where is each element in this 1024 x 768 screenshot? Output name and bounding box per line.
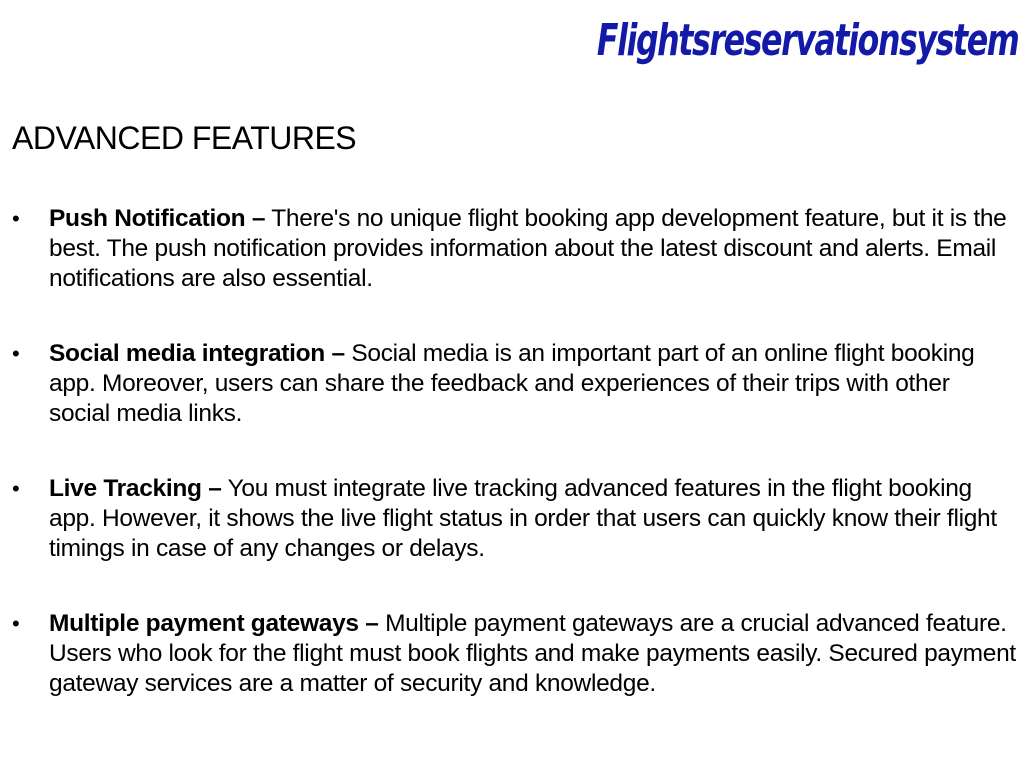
feature-description: Multiple payment gateways are a crucial advanced feature. Users who look for the flight must book flights and make payments easily. Secured payment gateway services are a matter of security and knowledge. <box>49 610 1016 697</box>
bullet-icon: • <box>12 341 20 366</box>
feature-name: Multiple payment gateways – <box>49 610 379 637</box>
feature-list <box>0 204 1024 744</box>
feature-name: Push Notification – <box>49 205 266 232</box>
bullet-icon: • <box>12 476 20 501</box>
feature-item-social-media-integration <box>0 339 1024 429</box>
feature-description: You must integrate live tracking advanced features in the flight booking app. However, it shows the live flight status in order that users can quickly know their flight timings in case of any changes or delays. <box>49 475 997 562</box>
feature-item-push-notification <box>0 204 1024 294</box>
bullet-icon: • <box>12 206 20 231</box>
feature-name: Live Tracking – <box>49 475 222 502</box>
feature-description: Social media is an important part of an online flight booking app. Moreover, users can share the feedback and experiences of their trips with other social media links. <box>49 340 975 427</box>
bullet-icon: • <box>12 611 20 636</box>
feature-item-live-tracking <box>0 474 1024 564</box>
brand-logo <box>597 4 1018 76</box>
slide-title: ADVANCED FEATURES <box>12 120 357 156</box>
feature-name: Social media integration – <box>49 340 345 367</box>
feature-description: There's no unique flight booking app development feature, but it is the best. The push notification provides information about the latest discount and alerts. Email notifications are also essential. <box>49 205 1007 292</box>
brand-logo-text: Flightsreservationsystem <box>596 14 1018 66</box>
feature-item-multiple-payment-gateways <box>0 609 1024 699</box>
